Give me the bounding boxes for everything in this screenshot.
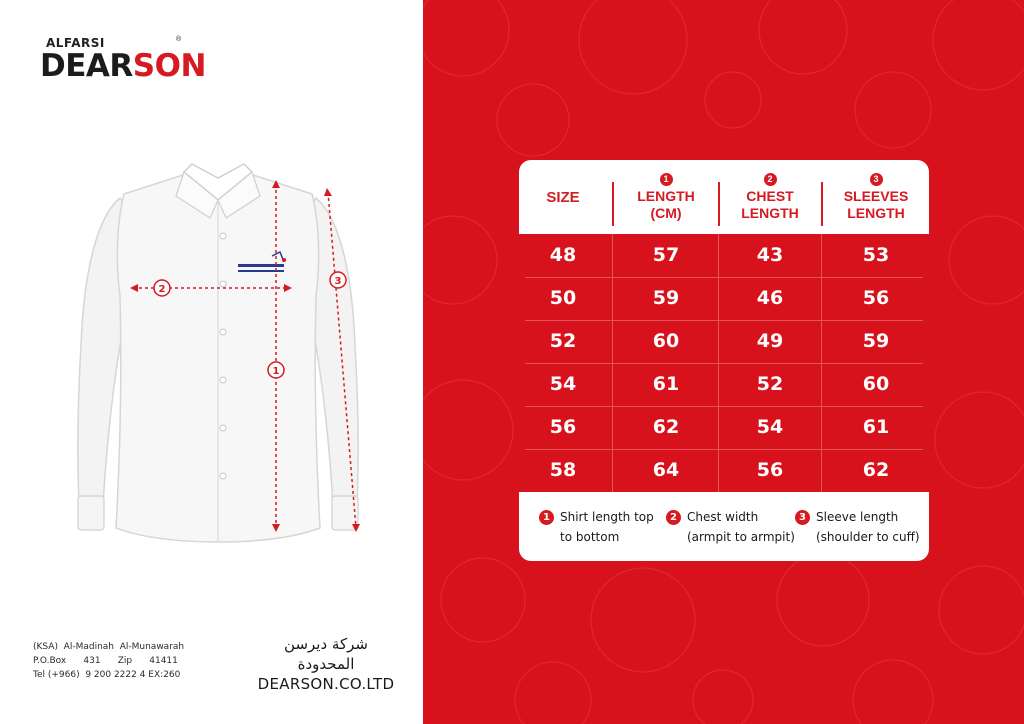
legend-sleeve-line2: (shoulder to cuff) <box>816 530 920 544</box>
left-panel <box>0 0 423 724</box>
legend-number-3: 3 <box>795 510 810 525</box>
legend-number-2: 2 <box>666 510 681 525</box>
size-chart-card <box>519 160 929 561</box>
shirt-illustration <box>58 156 403 551</box>
cell-size: 52 <box>549 330 577 352</box>
cell-chest: 54 <box>756 416 784 438</box>
company-name-english: DEARSON.CO.LTD <box>257 675 395 693</box>
marker-length-label: 1 <box>272 366 280 377</box>
address-line-1: (KSA) Al-Madinah Al-Munawarah <box>33 642 185 652</box>
cell-length: 64 <box>652 459 680 481</box>
cell-size: 54 <box>549 373 577 395</box>
header-sleeves <box>823 160 929 234</box>
table-row <box>519 277 929 320</box>
cell-size: 48 <box>549 244 577 266</box>
size-table-header <box>519 160 929 234</box>
cell-chest: 46 <box>756 287 784 309</box>
cell-size: 56 <box>549 416 577 438</box>
marker-chest <box>154 280 170 296</box>
table-row <box>519 449 929 492</box>
logo-wordmark-red: SON <box>132 48 206 84</box>
marker-length <box>268 362 284 378</box>
cell-size: 50 <box>549 287 577 309</box>
column-divider <box>821 234 822 492</box>
cell-chest: 43 <box>756 244 784 266</box>
brand-logo <box>40 36 206 96</box>
measurement-legend <box>519 492 929 561</box>
header-sleeves-number: 3 <box>870 173 883 186</box>
header-chest-number: 2 <box>764 173 777 186</box>
marker-chest-label: 2 <box>158 284 166 295</box>
header-chest-line1: CHEST <box>746 187 794 204</box>
size-table-body <box>519 234 929 492</box>
table-row <box>519 320 929 363</box>
address-line-2: P.O.Box 431 Zip 41411 <box>33 656 178 666</box>
header-length-number: 1 <box>660 173 673 186</box>
right-panel <box>423 0 1024 724</box>
legend-length-line2: to bottom <box>560 530 620 544</box>
table-row <box>519 363 929 406</box>
column-divider <box>612 234 613 492</box>
header-length-line1: LENGTH <box>637 187 695 204</box>
header-length <box>614 160 718 234</box>
logo-top-text: ALFARSI <box>46 36 105 50</box>
logo-wordmark-dark: DEAR <box>40 48 133 84</box>
table-row <box>519 406 929 449</box>
logo-wordmark <box>40 46 206 86</box>
cell-sleeves: 60 <box>862 373 890 395</box>
header-chest-line2: LENGTH <box>741 204 799 221</box>
legend-sleeve-line1: Sleeve length <box>816 510 899 524</box>
address-line-3: Tel (+966) 9 200 2222 4 EX:260 <box>33 670 181 680</box>
cell-sleeves: 56 <box>862 287 890 309</box>
cell-size: 58 <box>549 459 577 481</box>
header-sleeves-line1: SLEEVES <box>843 187 909 204</box>
cell-chest: 52 <box>756 373 784 395</box>
cell-sleeves: 62 <box>862 459 890 481</box>
shirt-drawing <box>58 156 403 551</box>
marker-sleeve <box>330 272 346 288</box>
cell-length: 61 <box>652 373 680 395</box>
legend-length-line1: Shirt length top <box>560 510 654 524</box>
company-name-arabic: شركة ديرسن المحدودة <box>284 635 368 673</box>
marker-sleeve-label: 3 <box>334 276 342 287</box>
header-length-line2: (CM) <box>650 204 682 221</box>
cell-length: 59 <box>652 287 680 309</box>
company-address <box>33 640 184 682</box>
header-chest <box>720 160 820 234</box>
column-divider <box>718 234 719 492</box>
company-name <box>256 634 396 694</box>
cell-chest: 56 <box>756 459 784 481</box>
cell-sleeves: 53 <box>862 244 890 266</box>
legend-chest-line1: Chest width <box>687 510 759 524</box>
cell-length: 62 <box>652 416 680 438</box>
header-sleeves-line2: LENGTH <box>847 204 905 221</box>
legend-number-1: 1 <box>539 510 554 525</box>
header-size-label: SIZE <box>546 188 580 206</box>
cell-sleeves: 61 <box>862 416 890 438</box>
cell-chest: 49 <box>756 330 784 352</box>
cell-length: 57 <box>652 244 680 266</box>
legend-chest-line2: (armpit to armpit) <box>687 530 795 544</box>
cell-sleeves: 59 <box>862 330 890 352</box>
table-row <box>519 234 929 277</box>
header-size <box>519 160 607 234</box>
logo-registered-mark: ® <box>176 36 182 43</box>
cell-length: 60 <box>652 330 680 352</box>
